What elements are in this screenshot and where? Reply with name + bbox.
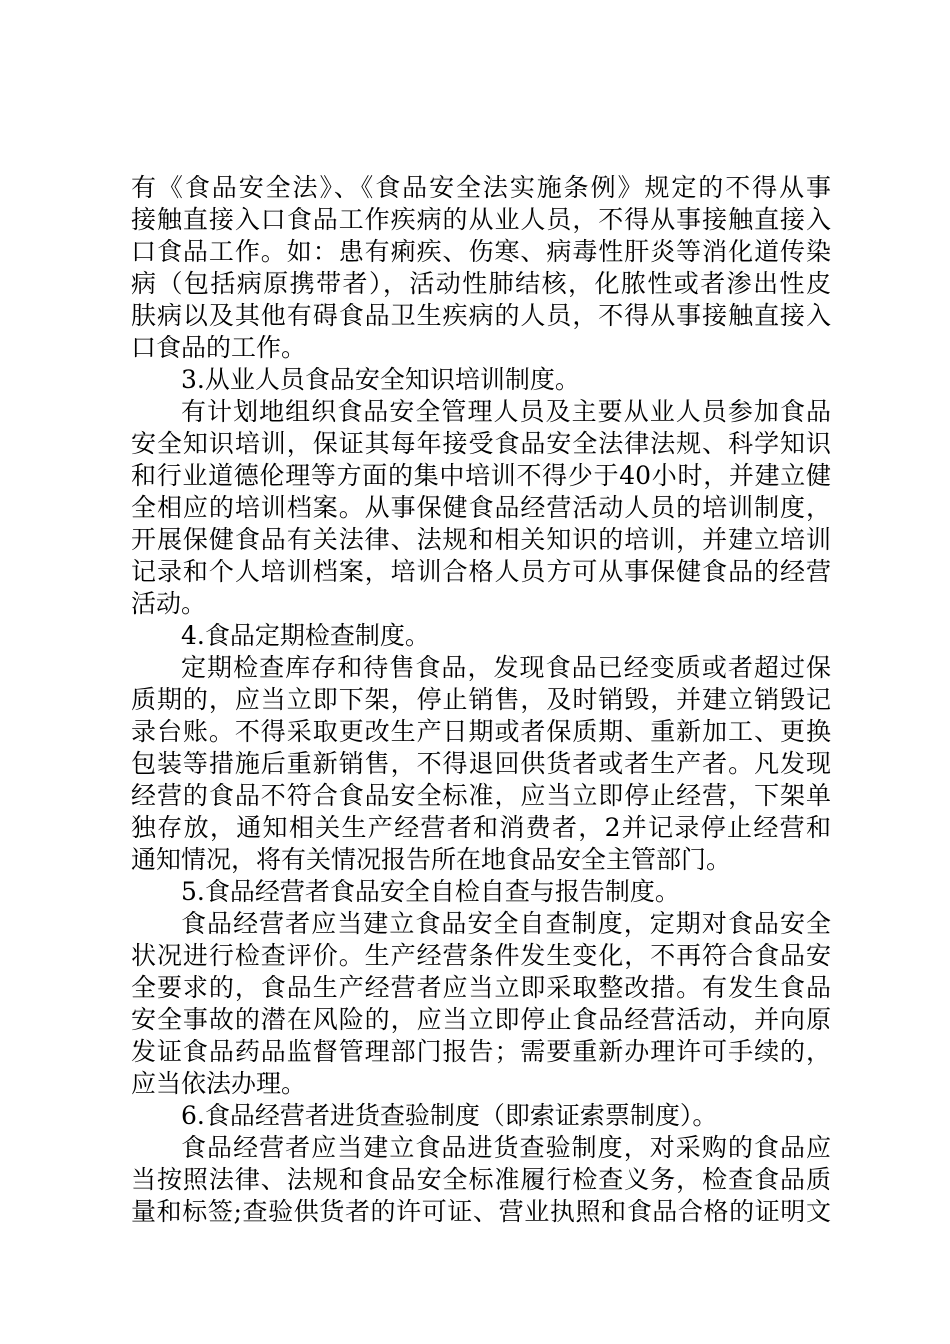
paragraph-line: 应当依法办理。	[131, 1069, 307, 1098]
paragraph-line: 包装等措施后重新销售，不得退回供货者或者生产者。凡发现	[131, 749, 831, 778]
paragraph-line: 质期的，应当立即下架，停止销售，及时销毁，并建立销毁记	[131, 685, 831, 714]
paragraph-line: 独存放，通知相关生产经营者和消费者，2并记录停止经营和	[131, 813, 831, 842]
paragraph-line: 安全知识培训，保证其每年接受食品安全法律法规、科学知识	[131, 429, 831, 458]
paragraph-line: 经营的食品不符合食品安全标准，应当立即停止经营，下架单	[131, 781, 831, 810]
section-heading: 5.食品经营者食品安全自检自查与报告制度。	[181, 877, 680, 906]
paragraph-line: 食品经营者应当建立食品安全自查制度，定期对食品安全	[181, 909, 831, 938]
paragraph-line: 通知情况，将有关情况报告所在地食品安全主管部门。	[131, 845, 732, 874]
paragraph-line: 口食品工作。如：患有痢疾、伤寒、病毒性肝炎等消化道传染	[131, 237, 831, 266]
paragraph-line: 录台账。不得采取更改生产日期或者保质期、重新加工、更换	[131, 717, 831, 746]
body-paragraph	[131, 396, 831, 620]
paragraph-line: 接触直接入口食品工作疾病的从业人员，不得从事接触直接入	[131, 205, 831, 234]
paragraph-line: 定期检查库存和待售食品，发现食品已经变质或者超过保	[181, 653, 831, 682]
document-page	[131, 172, 831, 1228]
paragraph-line: 全要求的，食品生产经营者应当立即采取整改措。有发生食品	[131, 973, 831, 1002]
paragraph-line: 食品经营者应当建立食品进货查验制度，对采购的食品应	[181, 1133, 831, 1162]
paragraph-line: 量和标签;查验供货者的许可证、营业执照和食品合格的证明文	[131, 1197, 831, 1226]
paragraph-line: 活动。	[131, 589, 207, 618]
paragraph-line: 记录和个人培训档案，培训合格人员方可从事保健食品的经营	[131, 557, 831, 586]
paragraph-line: 有计划地组织食品安全管理人员及主要从业人员参加食品	[181, 397, 831, 426]
paragraph-line: 全相应的培训档案。从事保健食品经营活动人员的培训制度，	[131, 493, 831, 522]
paragraph-line: 口食品的工作。	[131, 333, 307, 362]
body-paragraph	[131, 172, 831, 364]
paragraph-line: 发证食品药品监督管理部门报告；需要重新办理许可手续的，	[131, 1037, 831, 1066]
section-heading: 3.从业人员食品安全知识培训制度。	[181, 365, 580, 394]
paragraph-line: 有《食品安全法》、《食品安全法实施条例》规定的不得从事	[131, 173, 831, 202]
paragraph-line: 安全事故的潜在风险的，应当立即停止食品经营活动，并向原	[131, 1005, 831, 1034]
body-paragraph	[131, 1132, 831, 1228]
paragraph-line: 病（包括病原携带者），活动性肺结核，化脓性或者渗出性皮	[131, 269, 831, 298]
paragraph-line: 当按照法律、法规和食品安全标准履行检查义务，检查食品质	[131, 1165, 831, 1194]
paragraph-line: 和行业道德伦理等方面的集中培训不得少于40小时，并建立健	[131, 461, 831, 490]
section-heading: 6.食品经营者进货查验制度（即索证索票制度）。	[181, 1101, 718, 1130]
paragraph-line: 状况进行检查评价。生产经营条件发生变化，不再符合食品安	[131, 941, 831, 970]
paragraph-line: 肤病以及其他有碍食品卫生疾病的人员，不得从事接触直接入	[131, 301, 831, 330]
paragraph-line: 开展保健食品有关法律、法规和相关知识的培训，并建立培训	[131, 525, 831, 554]
body-paragraph	[131, 652, 831, 876]
body-paragraph	[131, 908, 831, 1100]
section-heading: 4.食品定期检查制度。	[181, 621, 430, 650]
